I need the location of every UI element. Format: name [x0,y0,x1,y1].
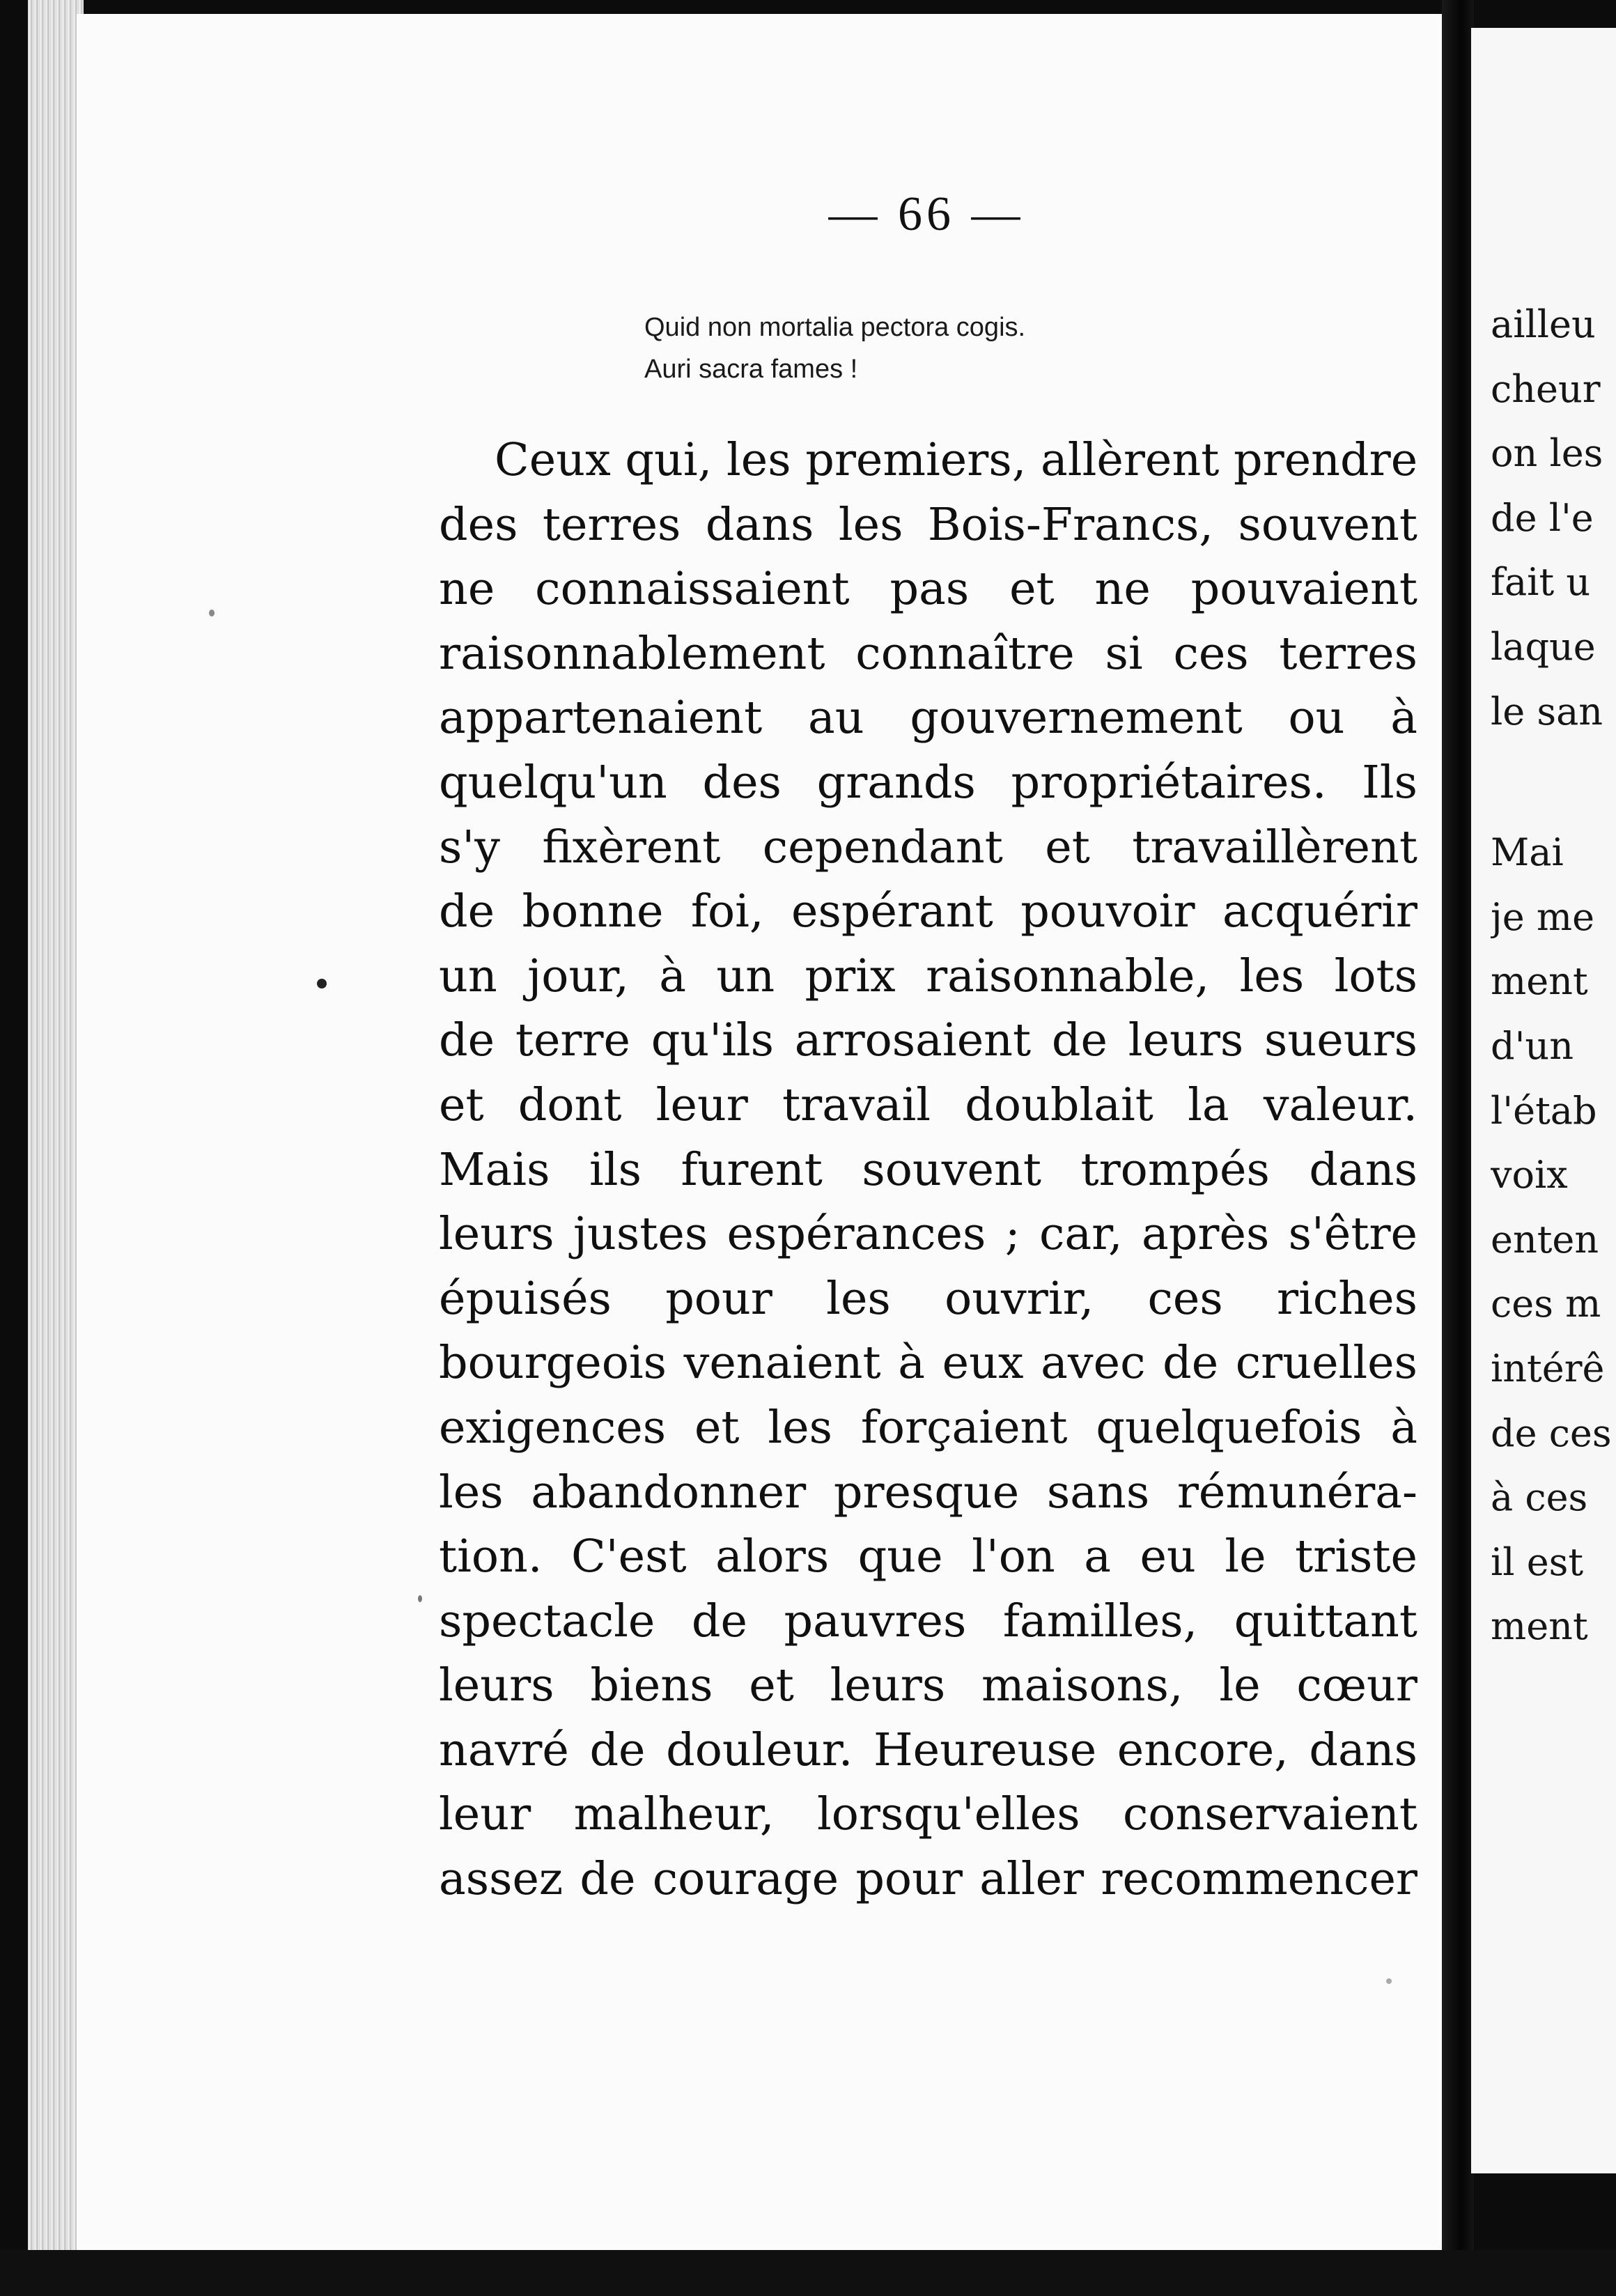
page-number: — 66 — [828,187,1025,241]
facing-text-line: le san [1491,689,1603,734]
scan-speck [418,1595,422,1602]
text-line: leur malheur, lorsqu'elles conservaient [439,1788,1417,1841]
facing-text-line: l'étab [1491,1088,1597,1133]
scan-speck [209,610,215,616]
text-line: épuisés pour les ouvrir, ces riches [439,1272,1417,1325]
text-line: et dont leur travail doublait la valeur. [439,1078,1417,1131]
facing-text-line: ment [1491,1604,1588,1649]
facing-text-line: il est [1491,1539,1584,1584]
text-line: de bonne foi, espérant pouvoir acquérir [439,885,1417,938]
facing-text-line: intérê [1491,1346,1605,1390]
epigraph [644,307,1271,390]
text-line: leurs justes espérances ; car, après s'être [439,1208,1417,1261]
facing-text-line: d'un [1491,1023,1574,1068]
text-line: exigences et les forçaient quelquefois à [439,1401,1417,1454]
epigraph-line: Auri sacra fames ! [644,355,858,384]
facing-text-line: on les [1491,431,1603,476]
text-line: spectacle de pauvres familles, quittant [439,1595,1417,1647]
text-line: les abandonner presque sans rémunéra- [439,1466,1417,1519]
facing-text-line: ces m [1491,1282,1601,1326]
facing-text-line: voix [1491,1153,1568,1197]
text-line: un jour, à un prix raisonnable, les lots [439,949,1417,1002]
scan-speck [1386,1978,1392,1984]
facing-text-line: à ces [1491,1475,1588,1520]
text-line: de terre qu'ils arrosaient de leurs sueurs [439,1014,1417,1067]
book-gutter [1442,0,1474,2296]
text-line: bourgeois venaient à eux avec de cruelles [439,1337,1417,1390]
scan-speck [317,979,327,988]
text-line: raisonnablement connaître si ces terres [439,627,1417,680]
text-line: quelqu'un des grands propriétaires. Ils [439,756,1417,809]
text-line: assez de courage pour aller recommencer [439,1853,1417,1906]
text-line: tion. C'est alors que l'on a eu le triste [439,1530,1417,1583]
facing-text-line: je me [1491,894,1595,939]
facing-text-line: fait u [1491,560,1591,605]
text-line: navré de douleur. Heureuse encore, dans [439,1723,1417,1776]
facing-text-line: laque [1491,624,1596,669]
facing-text-line: cheur [1491,366,1601,411]
page-edge-stack [28,0,84,2296]
text-line: des terres dans les Bois-Francs, souvent [439,498,1417,551]
facing-text-line: ailleu [1491,302,1596,346]
facing-text-line: Mai [1491,830,1564,875]
scan-bottom-edge [0,2250,1616,2296]
text-line: ne connaissaient pas et ne pouvaient [439,563,1417,616]
facing-text-line: de l'e [1491,495,1594,540]
facing-text-line: enten [1491,1217,1599,1262]
facing-page-text [1491,293,1616,1659]
facing-text-line: de ces [1491,1411,1612,1455]
text-line: Mais ils furent souvent trompés dans [439,1143,1417,1196]
paragraph-gap [1491,744,1616,821]
text-line: leurs biens et leurs maisons, le cœur [439,1659,1417,1712]
facing-text-line: ment [1491,959,1588,1004]
text-line: s'y fixèrent cependant et travaillèrent [439,821,1417,874]
epigraph-line: Quid non mortalia pectora cogis. [644,313,1026,342]
main-paragraph [439,428,1417,1912]
text-line: Ceux qui, les premiers, allèrent prendre [495,434,1418,486]
text-line: appartenaient au gouvernement ou à [439,692,1417,745]
